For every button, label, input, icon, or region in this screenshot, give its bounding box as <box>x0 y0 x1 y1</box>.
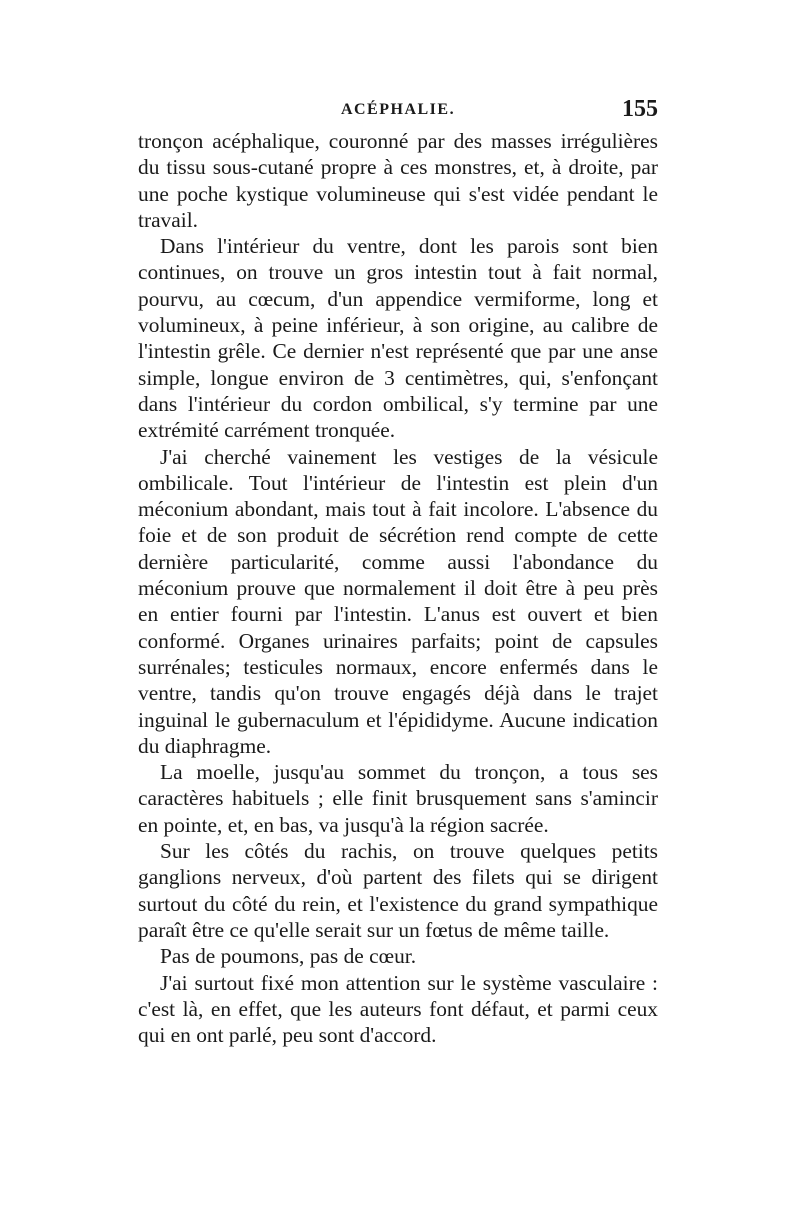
paragraph: La moelle, jusqu'au sommet du tronçon, a tous ses caractères habituels ; elle finit brusquement sans s'amincir en pointe, et, en bas, va jusqu'à la région sacrée. <box>138 760 658 837</box>
page-number: 155 <box>622 96 658 122</box>
paragraph: Sur les côtés du rachis, on trouve quelques petits ganglions nerveux, d'où partent des filets qui se dirigent surtout du côté du rein, et l'existence du grand sympathique paraît être ce qu'elle serait sur un fœtus de même taille. <box>138 839 658 942</box>
paragraph: Pas de poumons, pas de cœur. <box>160 944 417 969</box>
running-head <box>138 96 658 127</box>
running-title: ACÉPHALIE. <box>340 101 456 118</box>
body-text <box>138 128 658 1048</box>
paragraph: J'ai cherché vainement les vestiges de la vésicule ombilicale. Tout l'intérieur de l'intestin est plein d'un méconium abondant, mais tout à fait incolore. L'absence du foie et de son produit de sécrétion rend compte de cette dernière particularité, comme aussi l'abondance du méconium prouve que normalement il doit être à peu près en entier fourni par l'intestin. L'anus est ouvert et bien conformé. Organes urinaires parfaits; point de capsules surrénales; testicules normaux, encore enfermés dans le ventre, tandis qu'on trouve engagés déjà dans le trajet inguinal le gubernaculum et l'épididyme. Aucune indication du diaphragme. <box>138 444 658 758</box>
paragraph: Dans l'intérieur du ventre, dont les parois sont bien continues, on trouve un gros intestin tout à fait normal, pourvu, au cœcum, d'un appendice vermiforme, long et volumineux, à peine inférieur, à son origine, au calibre de l'intestin grêle. Ce dernier n'est représenté que par une anse simple, longue environ de 3 centimètres, qui, s'enfonçant dans l'intérieur du cordon ombilical, s'y termine par une extrémité carrément tronquée. <box>138 234 658 443</box>
paragraph: J'ai surtout fixé mon attention sur le système vasculaire : c'est là, en effet, que les auteurs font défaut, et parmi ceux qui en ont parlé, peu sont d'accord. <box>138 970 658 1048</box>
paragraph-continuation: tronçon acéphalique, couronné par des masses irrégulières du tissu sous-cutané propre à ces monstres, et, à droite, par une poche kystique volumineuse qui s'est vidée pendant le travail. <box>138 129 658 232</box>
